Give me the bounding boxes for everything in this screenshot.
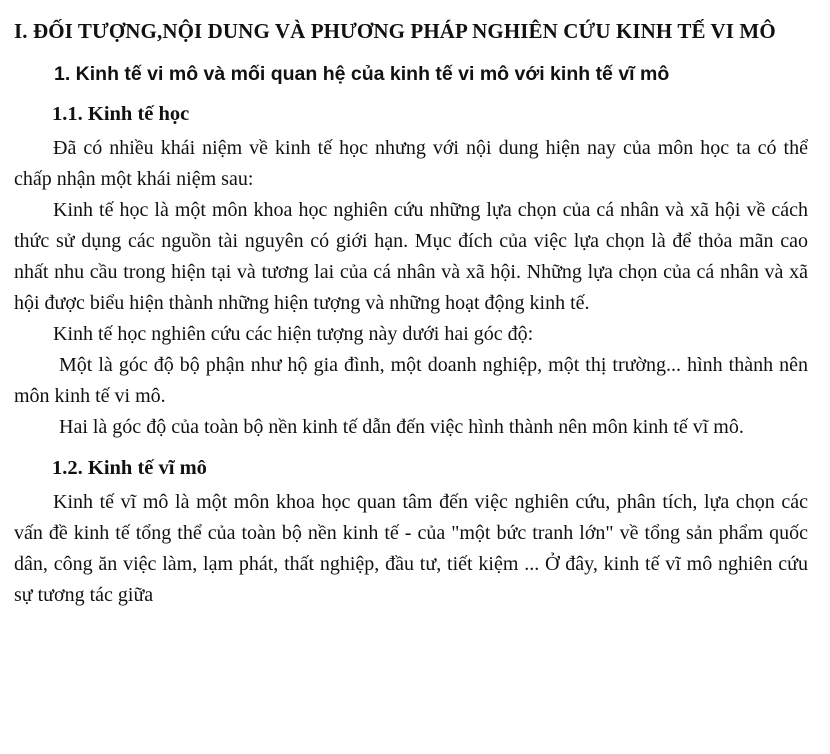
paragraph-macro-definition: Kinh tế vĩ mô là một môn khoa học quan tâm đến việc nghiên cứu, phân tích, lựa chọn các vấn đề kinh tế tổng thể của toàn bộ nền kinh tế - của "một bức tranh lớn" về tổng sản phẩm quốc dân, công ăn việc làm, lạm phát, thất nghiệp, đầu tư, tiết kiệm ... Ở đây, kinh tế vĩ mô nghiên cứu sự tương tác giữa (14, 491, 808, 606)
heading-1-2: 1.2. Kinh tế vĩ mô (52, 457, 207, 479)
paragraph-micro: Một là góc độ bộ phận như hộ gia đình, một doanh nghiệp, một thị trường... hình thành nên môn kinh tế vi mô. (14, 354, 808, 407)
section-heading: I. ĐỐI TƯỢNG,NỘI DUNG VÀ PHƯƠNG PHÁP NGHIÊN CỨU KINH TẾ VI MÔ (14, 19, 776, 43)
paragraph-macro: Hai là góc độ của toàn bộ nền kinh tế dẫn đến việc hình thành nên môn kinh tế vĩ mô. (59, 416, 744, 438)
paragraph-intro: Đã có nhiều khái niệm về kinh tế học nhưng với nội dung hiện nay của môn học ta có thể chấp nhận một khái niệm sau: (14, 137, 808, 190)
subsection-heading: 1. Kinh tế vi mô và mối quan hệ của kinh tế vi mô với kinh tế vĩ mô (54, 63, 670, 85)
paragraph-definition: Kinh tế học là một môn khoa học nghiên cứu những lựa chọn của cá nhân và xã hội về cách thức sử dụng các nguồn tài nguyên có giới hạn. Mục đích của việc lựa chọn là để thỏa mãn cao nhất nhu cầu trong hiện tại và tương lai của cá nhân và xã hội. Những lựa chọn của cá nhân và xã hội được biểu hiện thành những hiện tượng và những hoạt động kinh tế. (14, 199, 808, 314)
heading-1-1: 1.1. Kinh tế học (52, 103, 190, 125)
paragraph-two-angles: Kinh tế học nghiên cứu các hiện tượng này dưới hai góc độ: (53, 323, 534, 345)
